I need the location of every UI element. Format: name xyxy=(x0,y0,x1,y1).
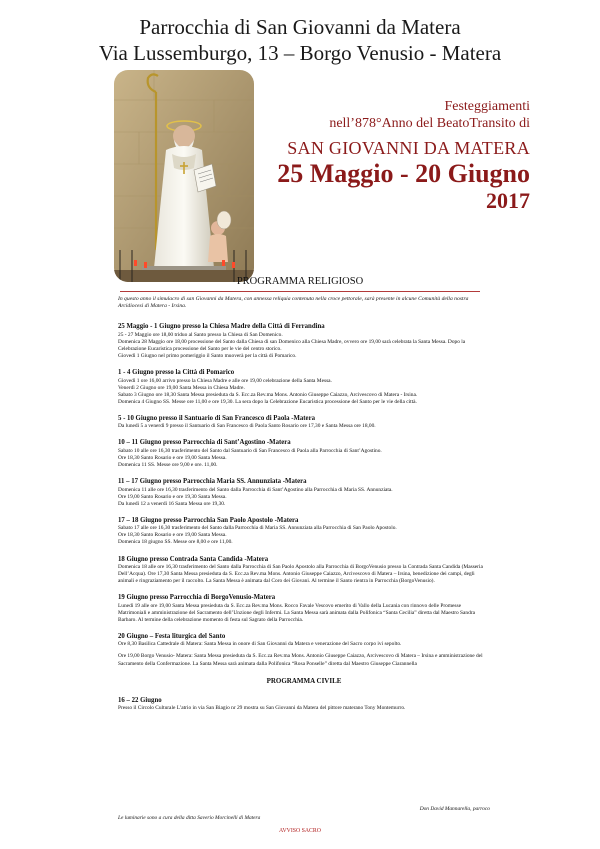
item-text: Giovedì 1 ore 16,00 arrivo presso la Chiesa Madre e alle ore 19,00 celebrazione della Santa Messa. xyxy=(118,377,332,384)
item-text: Domenica 18 giugno SS. Messe ore 8,00 e ore 11,00. xyxy=(118,539,233,546)
fest-heading: Festeggiamenti xyxy=(444,99,530,114)
program-item xyxy=(118,439,490,469)
item-text: Sabato 17 alle ore 16,30 trasferimento del Santo dalla Parrocchia di Maria SS. Annunziata alla Parrocchia di San Paolo Apostolo. xyxy=(118,525,397,532)
item-text: Ore 18,30 Santo Rosario e ore 19,00 Santa Messa. xyxy=(118,454,227,461)
item-title: 5 - 10 Giugno presso il Santuario di San Francesco di Paola -Matera xyxy=(118,414,315,422)
civile-item xyxy=(118,697,490,713)
item-title: 20 Giugno – Festa liturgica del Santo xyxy=(118,632,226,640)
item-title: 11 – 17 Giugno presso Parrocchia Maria SS. Annunziata -Matera xyxy=(118,478,307,486)
parish-header xyxy=(0,14,600,66)
parish-address: Via Lussemburgo, 13 – Borgo Venusio - Matera xyxy=(98,41,502,65)
fest-anniversary: nell’878°Anno del BeatoTransito di xyxy=(329,116,530,131)
civile-item-title: 16 – 22 Giugno xyxy=(118,696,162,704)
item-text: Domenica 18 alle ore 16,30 trasferimento del Santo dalla Parrocchia di San Paolo Apostolo alla Parrocchia di BorgoVenusio presso la Contrada Santa Candida (Masseria Dell’Acqua). Ore 17,30 Santa Messa presieduta da S. Ecc.za Rev.ma Mons. Antonio Giuseppe Caiazzo, Arcivescovo di Matera – Irsina, benedizione dei campi, degli animali e ringraziamento per il raccolto. La Santa Messa è animata dal Coro dei Giovani. Al termine il Santo rientra in Parrocchia (BorgoVenusio). xyxy=(118,563,483,585)
civile-item-text: Presso il Circolo Culturale L’atrio in via San Biagio nr 29 mostra su San Giovanni da Matera del pittore materano Tony Montemurro. xyxy=(118,705,406,711)
program-item xyxy=(118,369,490,406)
program-item xyxy=(118,517,490,547)
item-text: Ore 8,30 Basilica Cattedrale di Matera: Santa Messa in onore di San Giovanni da Matera e venerazione del Sacro corpo ivi sepolto. xyxy=(118,641,402,648)
item-title: 25 Maggio - 1 Giugno presso la Chiesa Madre della Città di Ferrandina xyxy=(118,323,325,331)
programma-religioso-title: PROGRAMMA RELIGIOSO xyxy=(236,276,364,287)
item-title: 10 – 11 Giugno presso Parrocchia di Sant’Agostino -Matera xyxy=(118,439,291,447)
program-item xyxy=(118,556,490,586)
luminarie-note: Le luminarie sono a cura della ditta Saverio Morcinelli di Matera xyxy=(118,815,261,821)
item-text: Sabato 3 Giugno ore 18,30 Santa Messa presieduta da S. Ecc.za Rev.ma Mons. Antonio Giuseppe Caiazzo, Arcivescovo di Matera - Irsina. xyxy=(118,391,418,398)
fest-saint-name: SAN GIOVANNI DA MATERA xyxy=(287,138,530,158)
saint-statue-illustration xyxy=(114,70,254,282)
item-text: Ore 19,00 Santo Rosario e ore 19,30 Santa Messa. xyxy=(118,493,227,500)
item-text: Domenica 4 Giugno SS. Messe ore 11,00 e ore 19,30. La sera dopo la Celebrazione Eucaristica processione del Santo per le vie della città. xyxy=(118,398,417,405)
saint-statue-image xyxy=(114,70,254,282)
fest-year: 2017 xyxy=(486,188,530,213)
program-item xyxy=(118,323,490,360)
item-title: 19 Giugno presso Parrocchia di BorgoVenusio-Matera xyxy=(118,594,276,602)
program-item xyxy=(118,633,490,668)
parish-name: Parrocchia di San Giovanni da Matera xyxy=(139,15,461,39)
signature: Don David Mannarella, parroco xyxy=(419,806,490,812)
item-text: Domenica 28 Maggio ore 18,00 processione del Santo dalla Chiesa di san Domenico alla Chiesa Madre, ovvero ore 19,00 sarà celebrata la Santa Messa. Dopo la Celebrazione Eucaristica processione del Santo per le vie del centro storico. xyxy=(118,338,466,352)
item-title: 1 - 4 Giugno presso la Città di Pomarico xyxy=(118,369,235,377)
programma-civile-title: PROGRAMMA CIVILE xyxy=(266,676,342,685)
item-text: 25 - 27 Maggio ore 18,00 triduo al Santo presso la Chiesa di San Domenico. xyxy=(118,331,283,338)
program-item xyxy=(118,478,490,508)
fest-dates: 25 Maggio - 20 Giugno xyxy=(277,159,530,188)
festeggiamenti-block xyxy=(270,98,530,214)
item-text: Da lunedì 5 a venerdì 9 presso il Santuario di San Francesco di Paola Santo Rosario ore 17,30 e Santa Messa ore 18,00. xyxy=(118,423,376,430)
item-text: Venerdì 2 Giugno ore 19,00 Santa Messa in Chiesa Madre. xyxy=(118,384,245,391)
item-text: Domenica 11 SS. Messe ore 9,00 e ore. 11,00. xyxy=(118,462,218,469)
item-title: 18 Giugno presso Contrada Santa Candida -Matera xyxy=(118,555,269,563)
program-item xyxy=(118,415,490,431)
item-text: Ore 18,30 Santo Rosario e ore 19,00 Santa Messa. xyxy=(118,532,227,539)
avviso-sacro: AVVISO SACRO xyxy=(279,828,321,834)
item-text: Giovedì 1 Giugno nel primo pomeriggio il Santo muoverà per la città di Pomarico. xyxy=(118,353,297,360)
divider-line xyxy=(120,291,480,292)
program-item xyxy=(118,594,490,624)
item-text: Ore 19,00 Borgo Venusio- Matera: Santa Messa presieduta da S. Ecc.za Rev.ma Mons. Antonio Giuseppe Caiazzo, Arcivescovo di Matera – Irsina e amministrazione del Sacramento della Confermazione. La Santa Messa sarà animata dalla Polifonica “Rosa Ponselle” diretta dal Maestro Giuseppe Ciarannella xyxy=(118,653,483,667)
program-content xyxy=(118,296,490,721)
item-text: Da lunedì 12 a venerdì 16 Santa Messa ore 19,30. xyxy=(118,500,226,507)
item-text: Sabato 10 alle ore 16,30 trasferimento del Santo dal Santuario di San Francesco di Paola alla Parrocchia di Sant’Agostino. xyxy=(118,447,382,454)
item-text: Domenica 11 alle ore 16,30 trasferimento del Santo dalla Parrocchia di Sant’Agostino alla Parrocchia di Maria SS. Annunziata. xyxy=(118,486,393,493)
intro-text: In questo anno il simulacro di san Giovanni da Matera, con annessa reliquia contenuta nella croce pettorale, sarà presente in alcune Comunità della nostra Arcidiocesi di Matera - Irsina. xyxy=(118,296,469,310)
item-title: 17 – 18 Giugno presso Parrocchia San Paolo Apostolo -Matera xyxy=(118,516,299,524)
item-text: Lunedì 19 alle ore 19,00 Santa Messa presieduta da S. Ecc.za Rev.ma Mons. Rocco Favale Vescovo emerito di Vallo della Lucania con rinnovo delle Promesse Matrimoniali e amministrazione del Sacramento dell’Unzione degli Infermi. La Santa Messa sarà animata dalla Polifonica “Santa Cecilia” diretta dal Maestro Sandra Barbaro. Al termine della celebrazione momento di festa sul Sagrato della Parrocchia. xyxy=(118,602,476,623)
